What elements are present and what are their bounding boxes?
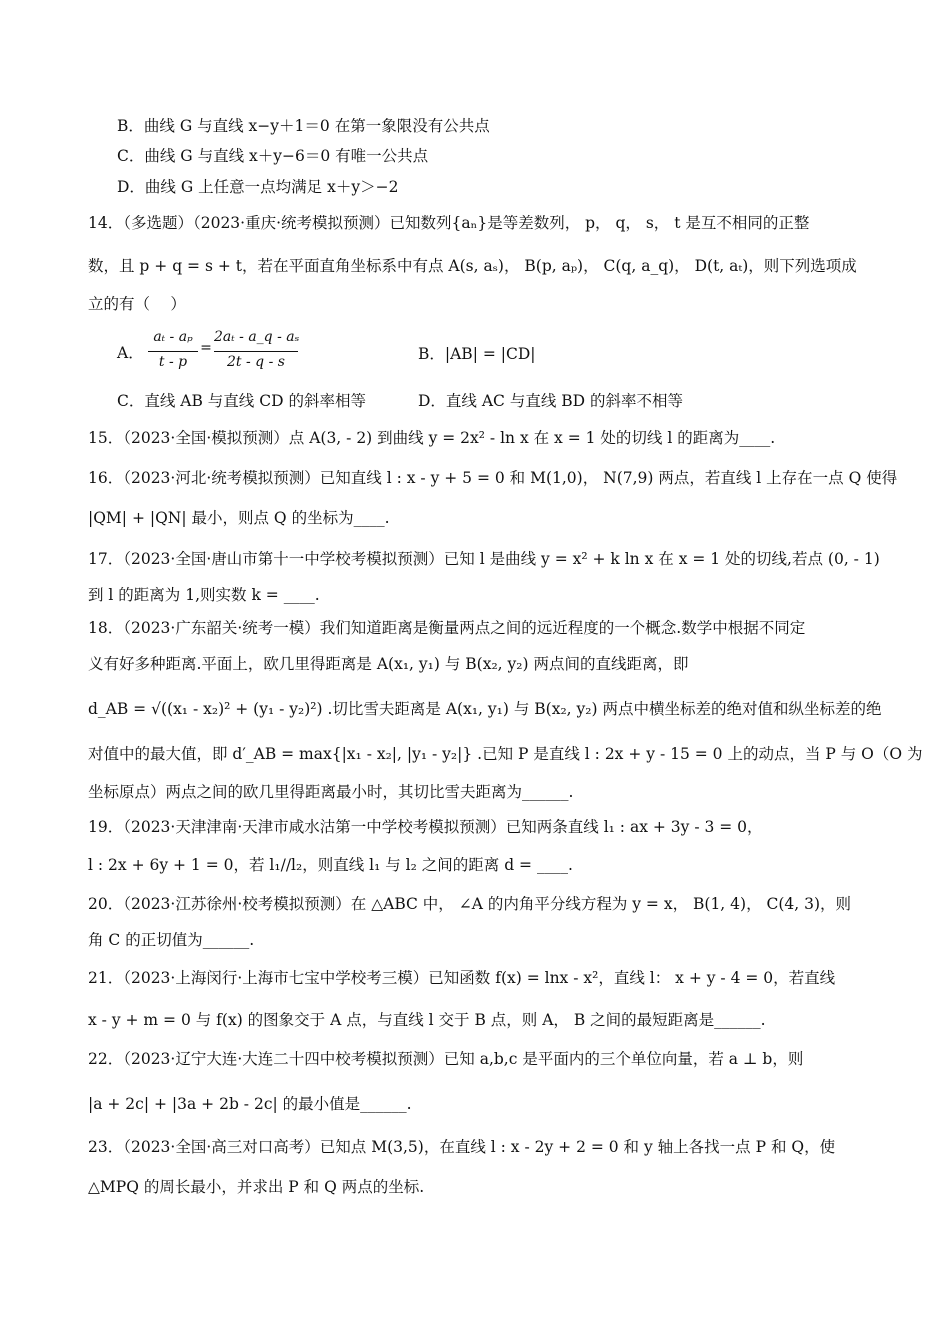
question-15: 15．（2023·全国·模拟预测）点 A(3, - 2) 到曲线 y = 2x² - ln x 在 x = 1 处的切线 l 的距离为____. [88, 429, 776, 447]
question-20-line-2: 角 C 的正切值为______. [88, 931, 255, 949]
question-22-line-1: 22．（2023·辽宁大连·大连二十四中校考模拟预测）已知 a,b,c 是平面内的三个单位向量，若 a ⊥ b，则 [88, 1050, 804, 1068]
option-b-14: B．|AB| = |CD| [418, 345, 536, 363]
question-21-line-1: 21．（2023·上海闵行·上海市七宝中学校考三模）已知函数 f(x) = lnx - x²，直线 l： x + y - 4 = 0，若直线 [88, 969, 836, 987]
question-16-line-2: |QM| + |QN| 最小，则点 Q 的坐标为____. [88, 509, 390, 527]
question-20-line-1: 20．（2023·江苏徐州·校考模拟预测）在 △ABC 中， ∠A 的内角平分线方程为 y = x， B(1, 4)， C(4, 3)，则 [88, 895, 852, 913]
fraction-equals: = [200, 340, 212, 356]
option-b-13: B．曲线 G 与直线 x−y＋1＝0 在第一象限没有公共点 [117, 117, 490, 135]
option-a-14-label: A． [117, 344, 144, 362]
question-23-line-1: 23．（2023·全国·高三对口高考）已知点 M(3,5)，在直线 l : x - 2y + 2 = 0 和 y 轴上各找一点 P 和 Q，使 [88, 1138, 836, 1156]
question-18-line-4: 对值中的最大值，即 d′_AB = max{|x₁ - x₂|, |y₁ - y₂|} .已知 P 是直线 l : 2x + y - 15 = 0 上的动点，当 P 与 O（O 为 [88, 745, 923, 763]
fraction-1-bar [148, 351, 198, 352]
question-23-line-2: △MPQ 的周长最小，并求出 P 和 Q 两点的坐标. [88, 1178, 425, 1196]
question-19-line-2: l : 2x + 6y + 1 = 0，若 l₁//l₂，则直线 l₁ 与 l₂ 之间的距离 d = ____. [88, 856, 573, 874]
fraction-1-denominator: t - p [158, 354, 188, 370]
fraction-1-numerator: aₜ - aₚ [153, 329, 193, 345]
question-14-line-2: 数，且 p + q = s + t，若在平面直角坐标系中有点 A(s, aₛ)， B(p, aₚ)， C(q, a_q)， D(t, aₜ)，则下列选项成 [88, 257, 857, 275]
question-18-line-2: 义有好多种距离.平面上，欧几里得距离是 A(x₁, y₁) 与 B(x₂, y₂) 两点间的直线距离，即 [88, 655, 689, 673]
question-19-line-1: 19．（2023·天津津南·天津市咸水沽第一中学校考模拟预测）已知两条直线 l₁ : ax + 3y - 3 = 0， [88, 818, 763, 836]
fraction-2-numerator: 2aₜ - a_q - aₛ [214, 329, 300, 345]
question-21-line-2: x - y + m = 0 与 f(x) 的图象交于 A 点，与直线 l 交于 B 点，则 A， B 之间的最短距离是______. [88, 1011, 766, 1029]
fraction-2-bar [214, 351, 298, 352]
option-c-14: C．直线 AB 与直线 CD 的斜率相等 [117, 392, 366, 410]
question-18-line-5: 坐标原点）两点之间的欧几里得距离最小时，其切比雪夫距离为______. [88, 783, 574, 801]
question-18-line-3: d_AB = √((x₁ - x₂)² + (y₁ - y₂)²) .切比雪夫距离是 A(x₁, y₁) 与 B(x₂, y₂) 两点中横坐标差的绝对值和纵坐标差的绝 [88, 700, 882, 718]
question-17-line-2: 到 l 的距离为 1,则实数 k = ____. [88, 586, 320, 604]
option-d-13: D．曲线 G 上任意一点均满足 x＋y＞−2 [117, 178, 399, 196]
question-16-line-1: 16．（2023·河北·统考模拟预测）已知直线 l : x - y + 5 = 0 和 M(1,0)， N(7,9) 两点，若直线 l 上存在一点 Q 使得 [88, 469, 898, 487]
question-17-line-1: 17．（2023·全国·唐山市第十一中学校考模拟预测）已知 l 是曲线 y = x² + k ln x 在 x = 1 处的切线,若点 (0, - 1) [88, 550, 880, 568]
question-14-line-3: 立的有（ ） [88, 295, 186, 313]
option-d-14: D．直线 AC 与直线 BD 的斜率不相等 [418, 392, 684, 410]
question-18-line-1: 18．（2023·广东韶关·统考一模）我们知道距离是衡量两点之间的远近程度的一个概念.数学中根据不同定 [88, 619, 806, 637]
fraction-2-denominator: 2t - q - s [227, 354, 285, 370]
question-14-line-1: 14．（多选题）（2023·重庆·统考模拟预测）已知数列{aₙ}是等差数列， p， q， s， t 是互不相同的正整 [88, 214, 810, 232]
option-c-13: C．曲线 G 与直线 x＋y−6＝0 有唯一公共点 [117, 147, 429, 165]
question-22-line-2: |a + 2c| + |3a + 2b - 2c| 的最小值是______. [88, 1095, 412, 1113]
